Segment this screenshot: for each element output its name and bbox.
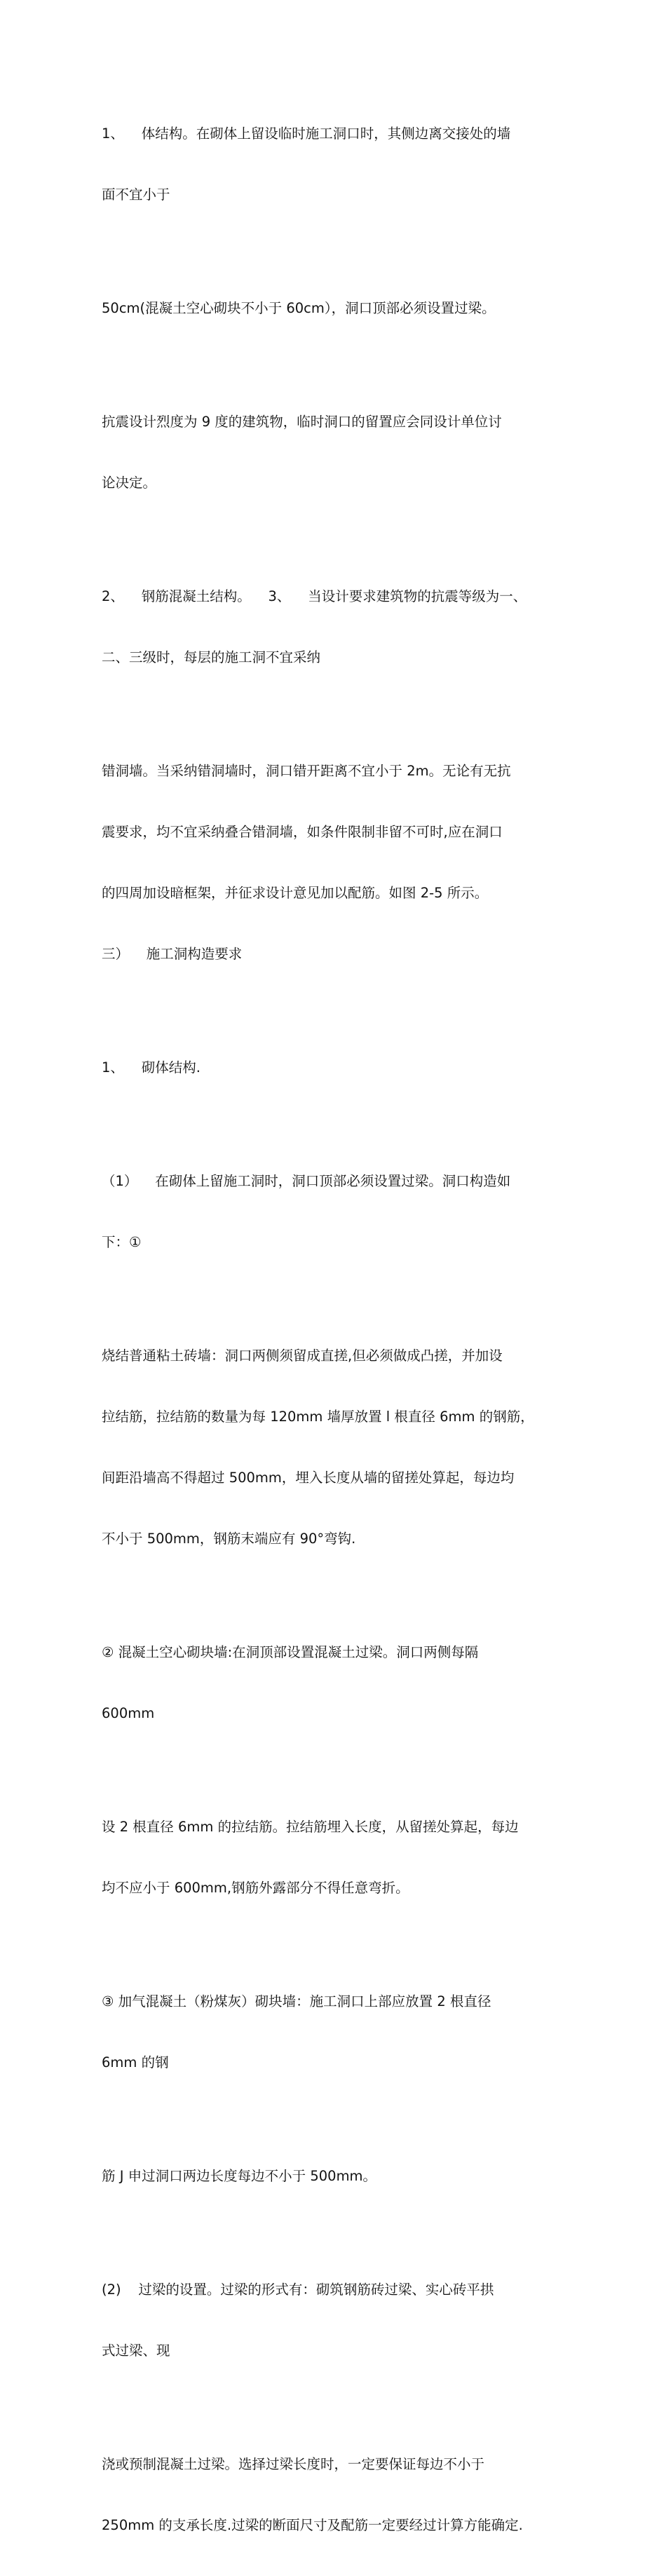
paragraph xyxy=(102,371,578,534)
paragraph xyxy=(102,1017,578,1118)
paragraph xyxy=(102,1776,578,1939)
paragraph xyxy=(102,1130,578,1293)
text-line: 间距沿墙高不得超过 500mm，埋入长度从墙的留搓处算起，每边均 xyxy=(102,1470,515,1486)
paragraph xyxy=(102,1305,578,1589)
text-line: 面不宜小于 xyxy=(102,187,170,203)
paragraph xyxy=(102,2413,578,2576)
text-line: 不小于 500mm，钢筋末端应有 90°弯钩. xyxy=(102,1531,356,1547)
text-line: 烧结普通粘土砖墙：洞口两侧须留成直搓,但必须做成凸搓，并加设 xyxy=(102,1348,503,1364)
text-line: 式过梁、现 xyxy=(102,2343,170,2359)
paragraph xyxy=(102,1951,578,2113)
text-line: 论决定。 xyxy=(102,475,157,491)
text-line: (2) 过梁的设置。过梁的形式有：砌筑钢筋砖过梁、实心砖平拱 xyxy=(102,2282,494,2298)
text-line: 浇或预制混凝土过梁。选择过梁长度时，一定要保证每边不小于 xyxy=(102,2456,485,2472)
text-line: 错洞墙。当采纳错洞墙时，洞口错开距离不宜小于 2m。无论有无抗 xyxy=(102,763,511,779)
paragraph xyxy=(102,1601,578,1764)
text-line: 1、 体结构。在砌体上留设临时施工洞口时，其侧边离交接处的墙 xyxy=(102,126,511,142)
text-line: 250mm 的支承长度.过梁的断面尺寸及配筋一定要经过计算方能确定. xyxy=(102,2517,523,2533)
text-line: 50cm(混凝土空心砌块不小于 60cm），洞口顶部必须设置过梁。 xyxy=(102,300,496,316)
text-line: 设 2 根直径 6mm 的拉结筋。拉结筋埋入长度，从留搓处算起，每边 xyxy=(102,1819,519,1835)
text-line: 1、 砌体结构. xyxy=(102,1059,201,1076)
text-line: ③ 加气混凝土（粉煤灰）砌块墙：施工洞口上部应放置 2 根直径 xyxy=(102,1993,491,2009)
section-heading: 三） 施工洞构造要求 xyxy=(102,946,243,962)
text-line: 拉结筋，拉结筋的数量为每 120mm 墙厚放置 l 根直径 6mm 的钢筋， xyxy=(102,1409,534,1425)
text-line: 筋 J 申过洞口两边长度每边不小于 500mm。 xyxy=(102,2168,377,2184)
text-line: 的四周加设暗框架，并征求设计意见加以配筋。如图 2-5 所示。 xyxy=(102,885,489,901)
text-line: 下：① xyxy=(102,1234,142,1250)
paragraph xyxy=(102,257,578,359)
text-line: ② 混凝土空心砌块墙:在洞顶部设置混凝土过梁。洞口两侧每隔 xyxy=(102,1644,479,1660)
text-line: 均不应小于 600mm,钢筋外露部分不得任意弯折。 xyxy=(102,1880,409,1896)
document-body xyxy=(102,83,578,2576)
paragraph xyxy=(102,83,578,245)
text-line: 抗震设计烈度为 9 度的建筑物，临时洞口的留置应会同设计单位讨 xyxy=(102,414,502,430)
paragraph xyxy=(102,2239,578,2401)
text-line: （1） 在砌体上留施工洞时，洞口顶部必须设置过梁。洞口构造如 xyxy=(102,1173,511,1189)
text-line: 震要求，均不宜采纳叠合错洞墙，如条件限制非留不可时,应在洞口 xyxy=(102,824,503,840)
text-line: 2、 钢筋混凝土结构。 3、 当设计要求建筑物的抗震等级为一、 xyxy=(102,588,527,604)
paragraph xyxy=(102,2125,578,2227)
text-line: 6mm 的钢 xyxy=(102,2054,169,2070)
text-line: 600mm xyxy=(102,1705,155,1721)
text-line: 二、三级时，每层的施工洞不宜采纳 xyxy=(102,649,321,665)
paragraph xyxy=(102,720,578,1005)
paragraph xyxy=(102,545,578,708)
